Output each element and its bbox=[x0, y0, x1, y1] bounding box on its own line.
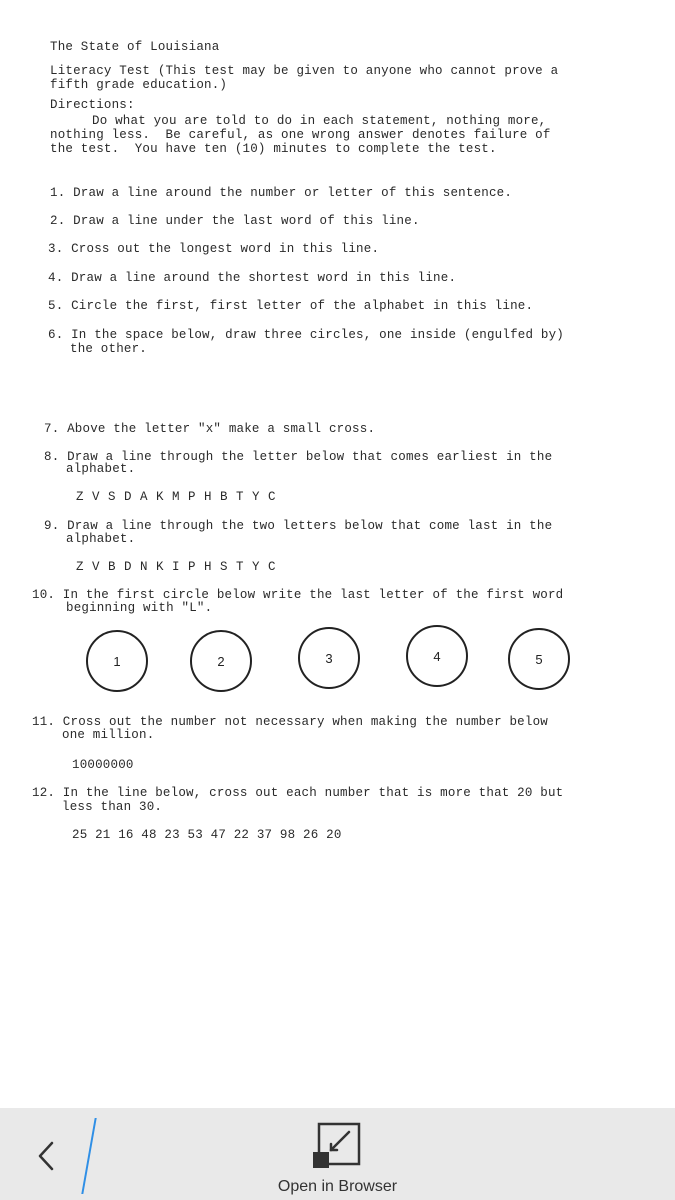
question-6: the other. bbox=[70, 342, 148, 356]
directions-text: Do what you are told to do in each statement, nothing more, bbox=[92, 114, 547, 128]
question-4: 4. Draw a line around the shortest word in this line. bbox=[48, 271, 457, 285]
directions-heading: Directions: bbox=[50, 98, 135, 112]
number-sequence: 25 21 16 48 23 53 47 22 37 98 26 20 bbox=[72, 828, 342, 842]
question-2: 2. Draw a line under the last word of this line. bbox=[50, 214, 420, 228]
directions-text: the test. You have ten (10) minutes to complete the test. bbox=[50, 142, 497, 156]
document-subtitle: Literacy Test (This test may be given to anyone who cannot prove a bbox=[50, 64, 559, 78]
question-1: 1. Draw a line around the number or letter of this sentence. bbox=[50, 186, 513, 200]
open-in-browser-label: Open in Browser bbox=[277, 1178, 398, 1195]
open-external-icon bbox=[311, 1120, 363, 1172]
document-header: The State of Louisiana bbox=[50, 40, 220, 54]
question-10: 10. In the first circle below write the last letter of the first word bbox=[32, 588, 564, 602]
answer-circle: 1 bbox=[86, 630, 148, 692]
question-5: 5. Circle the first, first letter of the alphabet in this line. bbox=[48, 299, 534, 313]
question-8: alphabet. bbox=[66, 462, 136, 476]
question-8: 8. Draw a line through the letter below that comes earliest in the bbox=[44, 450, 553, 464]
question-10: beginning with "L". bbox=[66, 601, 213, 615]
question-9: 9. Draw a line through the two letters below that come last in the bbox=[44, 519, 553, 533]
question-12: less than 30. bbox=[62, 800, 163, 814]
document-subtitle: fifth grade education.) bbox=[50, 78, 228, 92]
cursor-divider bbox=[81, 1118, 96, 1194]
question-3: 3. Cross out the longest word in this line. bbox=[48, 242, 380, 256]
bottom-toolbar bbox=[0, 1108, 675, 1200]
letter-sequence: Z V S D A K M P H B T Y C bbox=[76, 490, 277, 504]
question-6: 6. In the space below, draw three circles, one inside (engulfed by) bbox=[48, 328, 564, 342]
chevron-left-icon bbox=[36, 1140, 56, 1172]
answer-circle: 5 bbox=[508, 628, 570, 690]
number-to-edit: 10000000 bbox=[72, 758, 134, 772]
question-11: one million. bbox=[62, 728, 155, 742]
question-9: alphabet. bbox=[66, 532, 136, 546]
back-button[interactable] bbox=[28, 1136, 64, 1176]
directions-text: nothing less. Be careful, as one wrong answer denotes failure of bbox=[50, 128, 551, 142]
answer-circle: 4 bbox=[406, 625, 468, 687]
letter-sequence: Z V B D N K I P H S T Y C bbox=[76, 560, 277, 574]
question-7: 7. Above the letter "x" make a small cross. bbox=[44, 422, 376, 436]
question-12: 12. In the line below, cross out each number that is more that 20 but bbox=[32, 786, 564, 800]
open-in-browser-button[interactable] bbox=[255, 1116, 420, 1200]
answer-circle: 2 bbox=[190, 630, 252, 692]
question-11: 11. Cross out the number not necessary when making the number below bbox=[32, 715, 548, 729]
answer-circle: 3 bbox=[298, 627, 360, 689]
